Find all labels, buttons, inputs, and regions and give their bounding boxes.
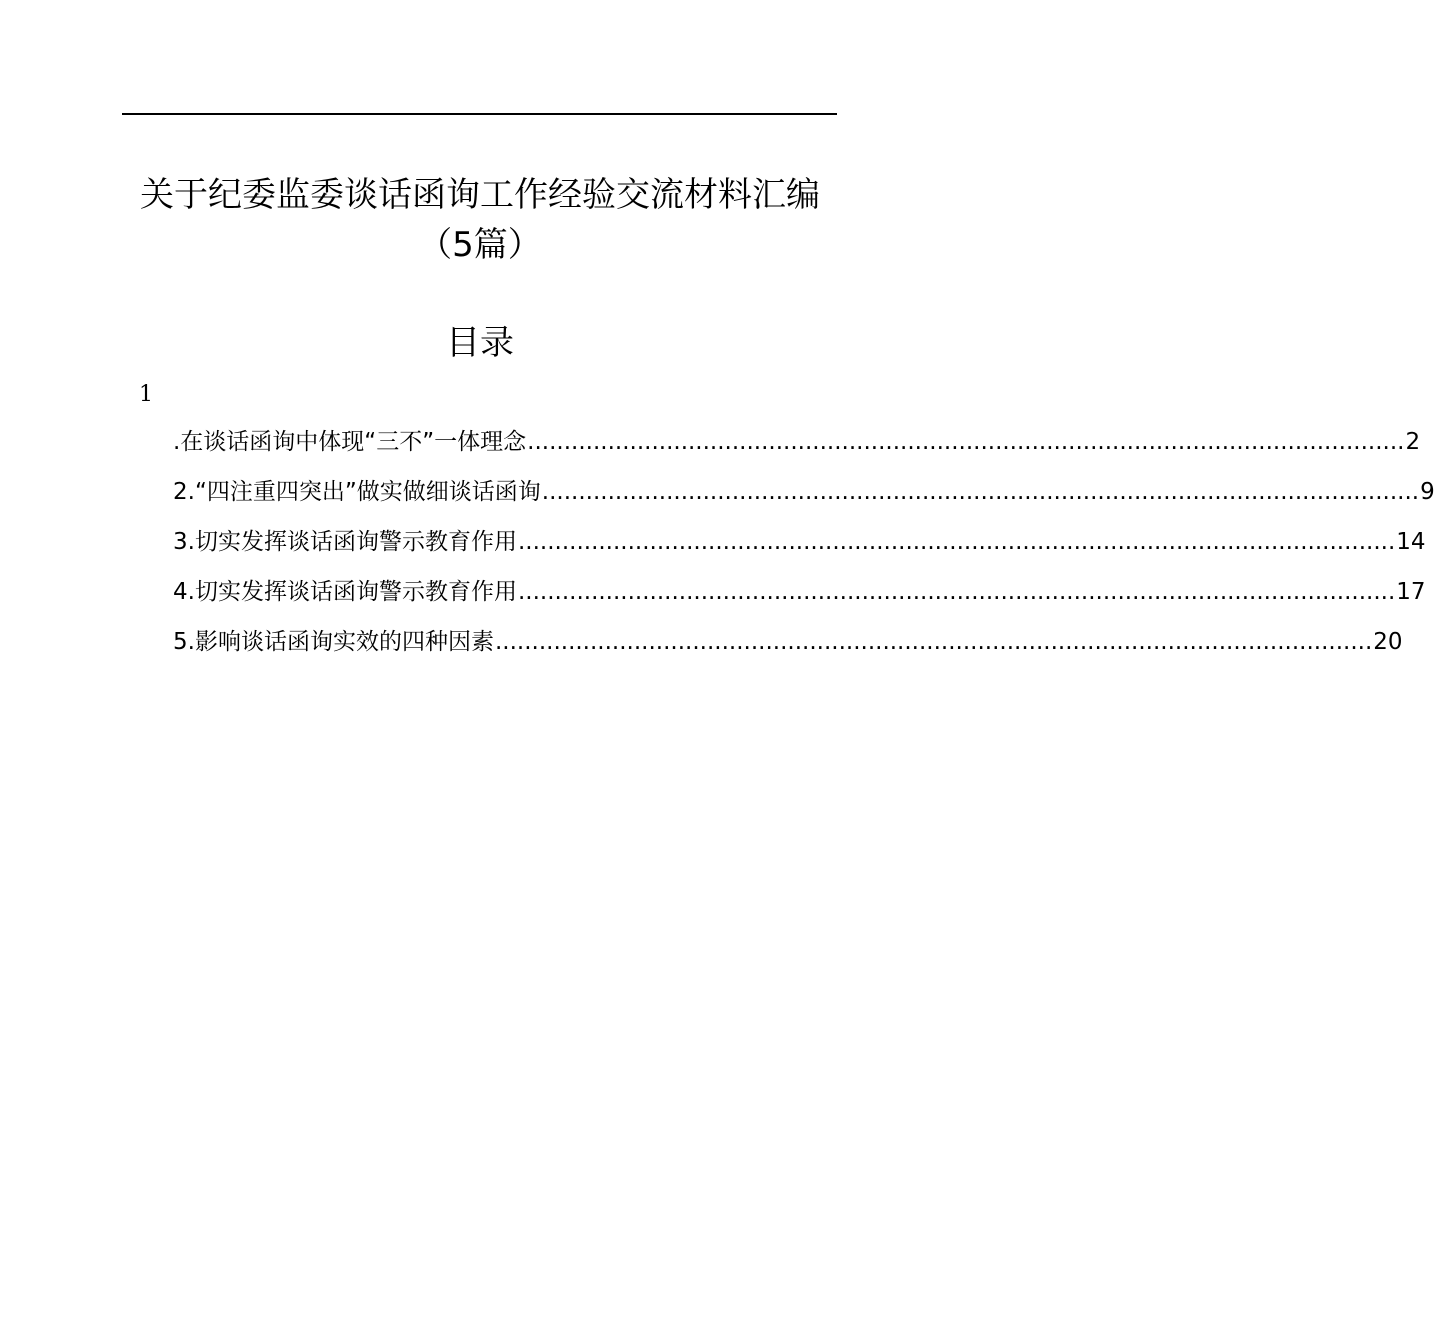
toc-entry-2[interactable] <box>173 472 1435 522</box>
toc-dot-leader: ........................................................................................................................ <box>517 579 1396 605</box>
toc-entry-4[interactable] <box>173 572 1426 622</box>
toc-entry-5[interactable] <box>173 622 1403 672</box>
document-title: 关于纪委监委谈话函询工作经验交流材料汇编 <box>140 175 820 215</box>
toc-entry-title: 4.切实发挥谈话函询警示教育作用 <box>173 579 517 605</box>
header-rule <box>122 113 837 115</box>
toc-entry-title: 3.切实发挥谈话函询警示教育作用 <box>173 529 517 555</box>
toc-entry-1[interactable] <box>173 422 1421 472</box>
toc-dot-leader: ........................................................................................................................ <box>541 479 1420 505</box>
toc-entry-title: .在谈话函询中体现“三不”一体理念 <box>173 429 527 455</box>
toc-dot-leader: ........................................................................................................................ <box>517 529 1396 555</box>
toc-entry-page: 20 <box>1373 629 1403 655</box>
toc-dot-leader: ........................................................................................................................ <box>527 429 1405 455</box>
stray-number: 1 <box>139 382 153 407</box>
toc-entry-page: 2 <box>1405 429 1421 455</box>
document-subtitle: （5篇） <box>418 225 542 265</box>
table-of-contents <box>173 422 1435 672</box>
toc-entry-title: 2.“四注重四突出”做实做细谈话函询 <box>173 479 541 505</box>
toc-dot-leader: ........................................................................................................................ <box>494 629 1373 655</box>
toc-entry-3[interactable] <box>173 522 1426 572</box>
toc-heading: 目录 <box>446 323 514 363</box>
toc-entry-page: 14 <box>1396 529 1426 555</box>
toc-entry-title: 5.影响谈话函询实效的四种因素 <box>173 629 494 655</box>
toc-entry-page: 17 <box>1396 579 1426 605</box>
toc-entry-page: 9 <box>1420 479 1435 505</box>
